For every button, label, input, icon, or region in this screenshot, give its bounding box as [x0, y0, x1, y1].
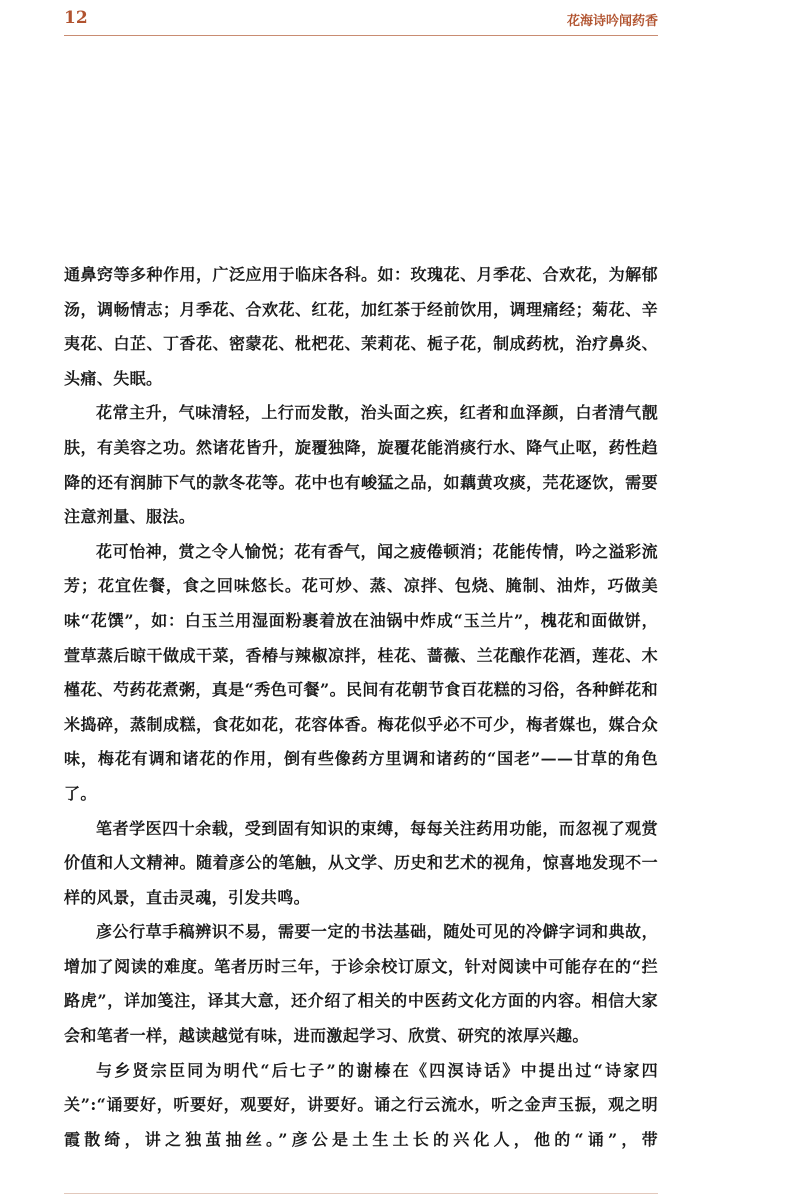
paragraph: 花可怡神，赏之令人愉悦；花有香气，闻之疲倦顿消；花能传情，吟之溢彩流芳；花宜佐餐，食之回味悠长。花可炒、蒸、凉拌、包烧、腌制、油炸，巧做美味“花馔”，如：白玉兰用湿面粉裹着放在油锅中炸成“玉兰片”，槐花和面做饼，萱草蒸后晾干做成干菜，香椿与辣椒凉拌，桂花、蔷薇、兰花酿作花酒，莲花、木槿花、芍药花煮粥，真是“秀色可餐”。民间有花朝节食百花糕的习俗，各种鲜花和米捣碎，蒸制成糕，食花如花，花容体香。梅花似乎必不可少，梅者媒也，媒合众味，梅花有调和诸花的作用，倒有些像药方里调和诸药的“国老”——甘草的角色了。	[64, 541, 658, 803]
paragraph: 花常主升，气味清轻，上行而发散，治头面之疾，红者和血泽颜，白者清气靓肤，有美容之功。然诸花皆升，旋覆独降，旋覆花能消痰行水、降气止呕，药性趋降的还有润肺下气的款冬花等。花中也有峻猛之品，如藕黄攻痰，芫花逐饮，需要注意剂量、服法。	[64, 403, 658, 527]
body-text	[64, 258, 658, 1157]
bottom-rule	[64, 1193, 658, 1194]
page-number: 12	[64, 8, 88, 28]
paragraph: 与乡贤宗臣同为明代“后七子”的谢榛在《四溟诗话》中提出过“诗家四关”:“诵要好，听要好，观要好，讲要好。诵之行云流水，听之金声玉振，观之明霞散绮，讲之独茧抽丝。”彦公是土生土长的兴化人，他的“诵”，带	[64, 1060, 658, 1149]
page-header	[64, 8, 658, 30]
running-title: 花海诗吟闻药香	[566, 14, 658, 29]
paragraph: 通鼻窍等多种作用，广泛应用于临床各科。如：玫瑰花、月季花、合欢花，为解郁汤，调畅情志；月季花、合欢花、红花，加红茶于经前饮用，调理痛经；菊花、辛夷花、白芷、丁香花、密蒙花、枇杷花、茉莉花、栀子花，制成药枕，治疗鼻炎、头痛、失眠。	[64, 265, 658, 388]
paragraph: 彦公行草手稿辨识不易，需要一定的书法基础，随处可见的冷僻字词和典故，增加了阅读的难度。笔者历时三年，于诊余校订原文，针对阅读中可能存在的“拦路虎”，详加笺注，译其大意，还介绍了相关的中医药文化方面的内容。相信大家会和笔者一样，越读越觉有味，进而激起学习、欣赏、研究的浓厚兴趣。	[64, 922, 658, 1046]
paragraph: 笔者学医四十余载，受到固有知识的束缚，每每关注药用功能，而忽视了观赏价值和人文精神。随着彦公的笔触，从文学、历史和艺术的视角，惊喜地发现不一样的风景，直击灵魂，引发共鸣。	[64, 818, 658, 907]
header-rule	[64, 35, 658, 36]
